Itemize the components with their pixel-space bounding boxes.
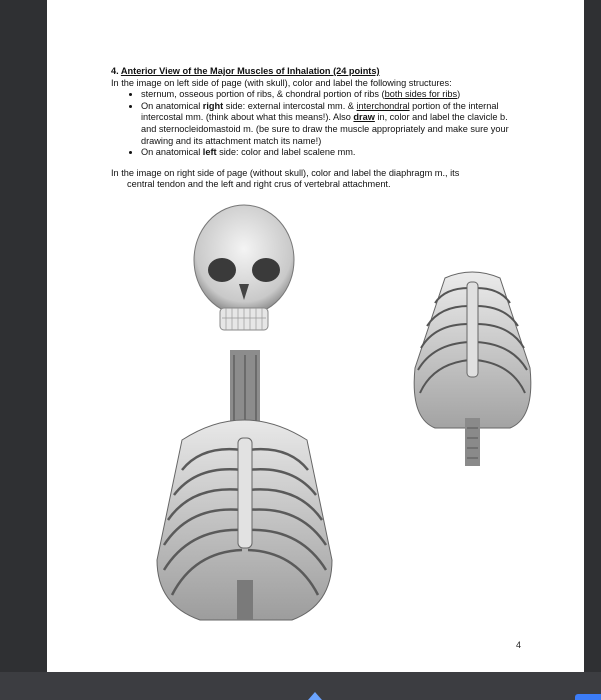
document-page [47,0,584,672]
page-number: 4 [516,640,522,650]
intro-text: In the image on left side of page (with skull), color and label the following structures: [111,77,452,88]
section-title: Anterior View of the Major Muscles of Inhalation (24 points) [120,66,380,76]
left-gutter [0,0,47,672]
page-text [111,66,521,191]
list-item: • On anatomical right side: external intercostal mm. & interchondral portion of the internal intercostal mm. (think about what this means!). Also draw in, color and label the clavicle b. and sternocleidomastoid m. (be sure to draw the muscle appropriately and make sure your drawing and its attachment match its name!) [141,101,521,147]
right-gutter [584,0,601,672]
viewer-toolbar [0,672,601,700]
second-instruction: In the image on right side of page (without skull), color and label the diaphragm m., its central tendon and the left and right crus of vertebral attachment. [111,167,460,190]
list-item: • sternum, osseous portion of ribs, & chondral portion of ribs (both sides for ribs) [141,89,521,101]
skull-ribcage-image [142,200,352,630]
list-item: • On anatomical left side: color and label scalene mm. [141,147,521,159]
section-heading: 4. Anterior View of the Major Muscles of Inhalation (24 points) [111,66,380,76]
scroll-up-icon[interactable] [308,692,322,700]
ribcage-image [405,268,540,468]
instruction-list [111,89,521,159]
action-button[interactable] [575,694,601,700]
